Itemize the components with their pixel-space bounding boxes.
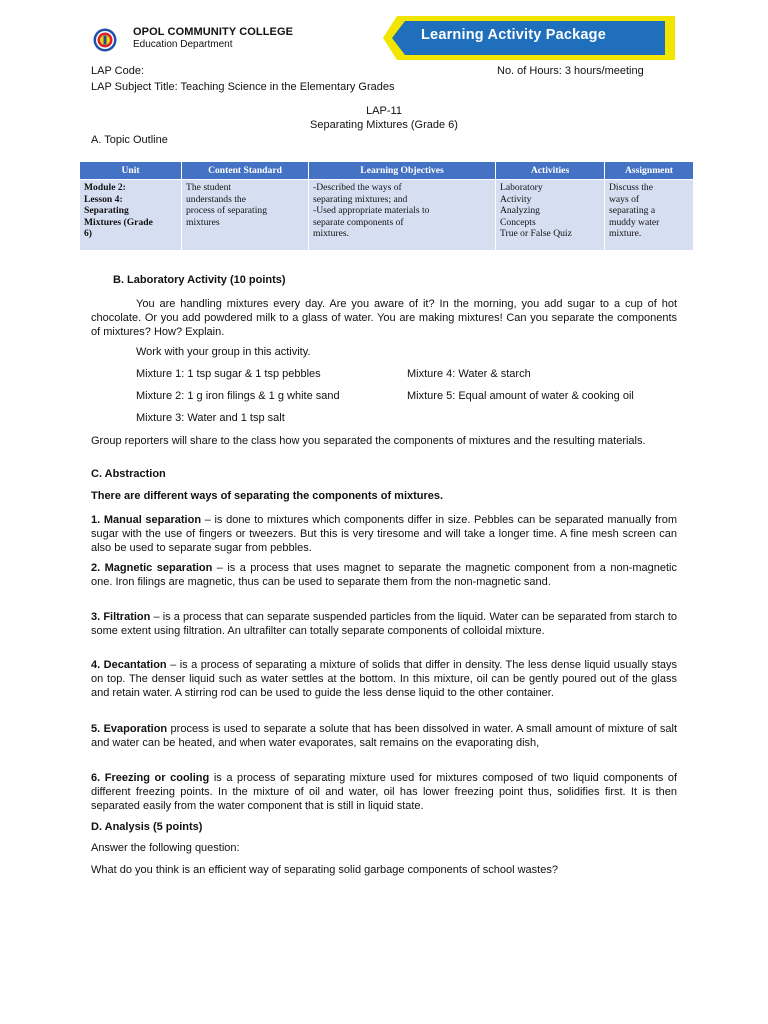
table-row [80, 180, 694, 251]
unit-cell [80, 180, 182, 251]
cell-line: Discuss the [609, 182, 653, 193]
cell-line: Module 2: [84, 182, 126, 193]
hours: No. of Hours: 3 hours/meeting [497, 65, 644, 77]
item-term: Filtration [103, 611, 151, 623]
item-term: Freezing or cooling [104, 772, 210, 784]
lab-activity-heading: B. Laboratory Activity (10 points) [113, 274, 286, 286]
column-header: Assignment [605, 162, 694, 180]
lab-instruction: Work with your group in this activity. [136, 346, 311, 358]
activities-cell [496, 180, 605, 251]
cell-line: The student [186, 182, 232, 193]
mixture-item: Mixture 1: 1 tsp sugar & 1 tsp pebbles [136, 368, 321, 380]
item-text: – is a process that can separate suspended particles from the liquid. Water can be separated from starch to some extent using filtration. An ultrafilter can totally separate components of colloidal mixture. [91, 611, 677, 637]
column-header: Activities [496, 162, 605, 180]
department-name: Education Department [133, 39, 233, 50]
cell-line: ways of [609, 193, 640, 205]
cell-line: mixture. [609, 228, 642, 240]
analysis-instruction: Answer the following question: [91, 842, 240, 854]
cell-line: separating mixtures; and [313, 193, 408, 205]
banner-title: Learning Activity Package [421, 27, 606, 43]
cell-line: 6) [84, 228, 92, 240]
item-number: 3. [91, 611, 101, 623]
cell-line: Laboratory [500, 182, 543, 193]
cell-line: Mixtures (Grade [84, 216, 153, 228]
cell-line: Activity [500, 193, 532, 205]
mixture-item: Mixture 2: 1 g iron filings & 1 g white sand [136, 390, 340, 402]
lap-banner [383, 14, 683, 62]
mixture-item: Mixture 3: Water and 1 tsp salt [136, 412, 285, 424]
objectives-cell [309, 180, 496, 251]
cell-line: Lesson 4: [84, 193, 123, 205]
assignment-cell [605, 180, 694, 251]
item-term: Magnetic separation [104, 562, 213, 574]
item-text: process is used to separate a solute that has been dissolved in water. A small amount of mixture of salt and water can be heated, and when water evaporates, salt remains on the evaporating dish, [91, 723, 677, 749]
cell-line: mixtures [186, 216, 220, 228]
topic-outline-heading: A. Topic Outline [91, 134, 168, 146]
abstraction-lead: There are different ways of separating the components of mixtures. [91, 490, 444, 502]
abstraction-item [91, 513, 677, 555]
cell-line: -Described the ways of [313, 182, 402, 193]
item-text: – is a process that uses magnet to separate the magnetic component from a non-magnetic one. Iron filings are magnetic, thus can be used to separate them from the non-magnetic sand. [91, 562, 677, 588]
abstraction-item [91, 658, 677, 700]
column-header: Unit [80, 162, 182, 180]
item-text: – is done to mixtures which components differ in size. Pebbles can be separated manually from sugar with the use of fingers or tweezers. But this is very tiresome and will take a longer time. A fine mesh screen can also be used to separate sugar from pebbles. [91, 514, 678, 554]
lesson-title: Separating Mixtures (Grade 6) [310, 119, 458, 131]
column-header: Content Standard [182, 162, 309, 180]
lap-number: LAP-11 [366, 105, 402, 117]
cell-line: separate components of [313, 216, 404, 228]
column-header: Learning Objectives [309, 162, 496, 180]
cell-line: Separating [84, 205, 129, 217]
item-text: is a process of separating mixture used for mixtures composed of two liquid components of different freezing points. In the mixture of oil and water, oil has lower freezing point thus, solidifies first. It is then separated easily from the water component that is still in liquid state. [91, 772, 678, 812]
topic-outline-table [79, 161, 694, 251]
item-term: Evaporation [103, 723, 168, 735]
cell-line: separating a [609, 205, 656, 217]
item-number: 1. [91, 514, 101, 526]
abstraction-item [91, 561, 677, 589]
item-number: 2. [91, 562, 101, 574]
cell-line: understands the [186, 193, 246, 205]
abstraction-item [91, 610, 677, 638]
item-number: 5. [91, 723, 101, 735]
mixture-item: Mixture 4: Water & starch [407, 368, 531, 380]
cell-line: process of separating [186, 205, 267, 217]
abstraction-heading: C. Abstraction [91, 468, 166, 480]
item-term: Decantation [103, 659, 167, 671]
college-seal-icon [93, 28, 117, 52]
lap-code: LAP Code: [91, 65, 145, 77]
analysis-question: What do you think is an efficient way of separating solid garbage components of school wastes? [91, 864, 558, 876]
item-term: Manual separation [103, 514, 202, 526]
table-header-row [80, 162, 694, 180]
cell-line: mixtures. [313, 228, 349, 240]
item-text: – is a process of separating a mixture of solids that differ in density. The less dense liquid usually stays on top. The denser liquid such as water settles at the bottom. In this mixture, oil can be gently poured out of the glass and retain water. A stirring rod can be used to guide the less dense liquid to the other container. [91, 659, 678, 699]
lab-reporters-note: Group reporters will share to the class how you separated the components of mixtures and the resulting materials. [91, 435, 646, 447]
abstraction-item [91, 771, 677, 813]
cell-line: Analyzing [500, 205, 540, 217]
college-name: OPOL COMMUNITY COLLEGE [133, 26, 294, 38]
abstraction-item [91, 722, 677, 750]
item-number: 4. [91, 659, 101, 671]
analysis-heading: D. Analysis (5 points) [91, 821, 203, 833]
cell-line: muddy water [609, 216, 660, 228]
content-standard-cell [182, 180, 309, 251]
cell-line: -Used appropriate materials to [313, 205, 430, 217]
cell-line: True or False Quiz [500, 228, 572, 240]
lab-intro: You are handling mixtures every day. Are you aware of it? In the morning, you add sugar to a cup of hot chocolate. Or you add powdered milk to a glass of water. You are making mixtures! Can you separate the components of mixtures? How? Explain. [91, 298, 677, 338]
lap-subject-title: LAP Subject Title: Teaching Science in the Elementary Grades [91, 81, 395, 93]
mixture-item: Mixture 5: Equal amount of water & cooking oil [407, 390, 634, 402]
cell-line: Concepts [500, 216, 536, 228]
item-number: 6. [91, 772, 101, 784]
